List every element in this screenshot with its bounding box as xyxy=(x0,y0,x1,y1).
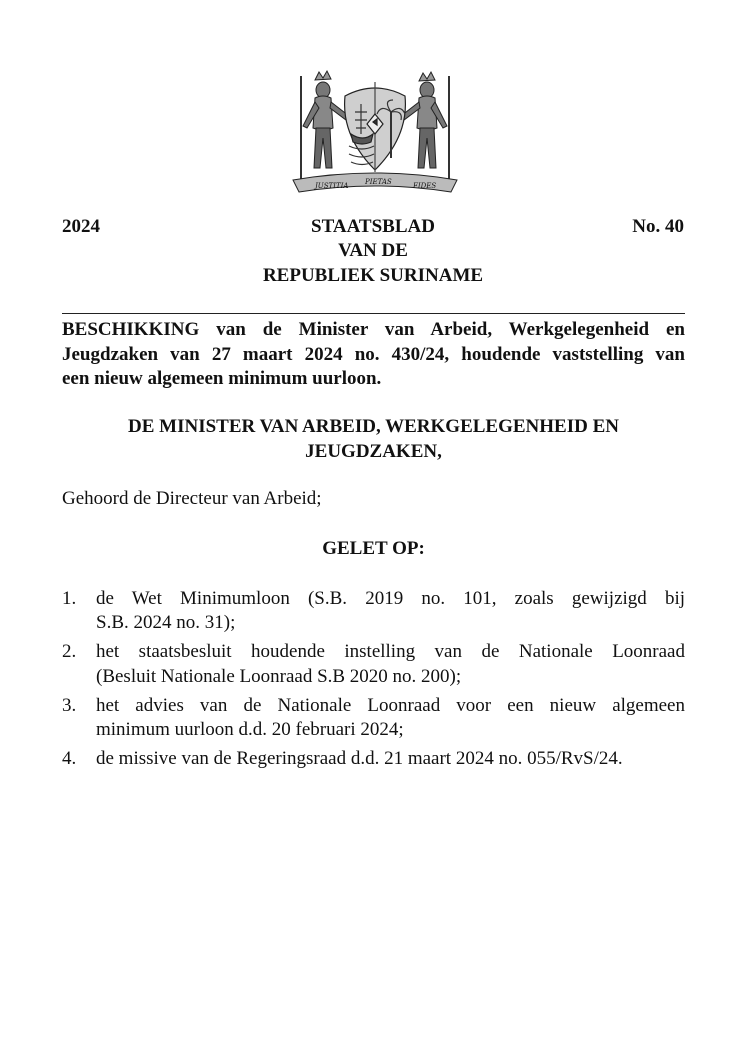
list-item-number: 2. xyxy=(62,641,77,663)
gazette-title-line3: REPUBLIEK SURINAME xyxy=(262,265,484,286)
gazette-title-line2: VAN DE xyxy=(338,240,408,261)
header-divider xyxy=(62,313,685,314)
gazette-year: 2024 xyxy=(62,216,100,237)
decree-line: BESCHIKKING van de Minister van Arbeid, Werkgelegenheid en xyxy=(62,319,685,340)
list-item-text: het staatsbesluit houdende instelling van de Nationale Loonraad xyxy=(96,641,685,663)
list-item-text: het advies van de Nationale Loonraad voor een nieuw algemeen xyxy=(96,694,685,716)
considerations-list xyxy=(62,587,685,776)
list-item xyxy=(62,747,685,771)
list-item xyxy=(62,587,685,635)
list-item-text: de Wet Minimumloon (S.B. 2019 no. 101, zoals gewijzigd bij xyxy=(96,588,685,609)
list-item-number: 4. xyxy=(62,748,77,770)
list-item-number: 3. xyxy=(62,694,77,716)
minister-heading xyxy=(62,415,685,464)
list-item-number: 1. xyxy=(62,588,77,609)
coat-of-arms-emblem xyxy=(285,68,465,200)
decree-line: Jeugdzaken van 27 maart 2024 no. 430/24, houdende vaststelling van xyxy=(62,343,685,365)
list-item xyxy=(62,694,685,742)
list-item-text: de missive van de Regeringsraad d.d. 21 maart 2024 no. 055/RvS/24. xyxy=(96,748,623,770)
list-item-text: S.B. 2024 no. 31); xyxy=(96,612,236,634)
svg-text:JUSTITIA: JUSTITIA xyxy=(315,182,349,190)
gazette-number: No. 40 xyxy=(632,216,684,237)
decree-heading xyxy=(62,318,685,392)
minister-line: DE MINISTER VAN ARBEID, WERKGELEGENHEID EN xyxy=(128,416,619,437)
considerations-heading: GELET OP: xyxy=(322,538,425,559)
heard-statement: Gehoord de Directeur van Arbeid; xyxy=(62,488,322,509)
list-item-text: minimum uurloon d.d. 20 februari 2024; xyxy=(96,719,404,741)
minister-line: JEUGDZAKEN, xyxy=(305,440,442,462)
svg-text:PIETAS: PIETAS xyxy=(365,178,392,186)
decree-line: een nieuw algemeen minimum uurloon. xyxy=(62,368,382,389)
gazette-title: STAATSBLAD xyxy=(311,216,435,237)
list-item xyxy=(62,640,685,688)
svg-text:FIDES: FIDES xyxy=(413,182,437,190)
list-item-text: (Besluit Nationale Loonraad S.B 2020 no. 200); xyxy=(96,665,462,687)
